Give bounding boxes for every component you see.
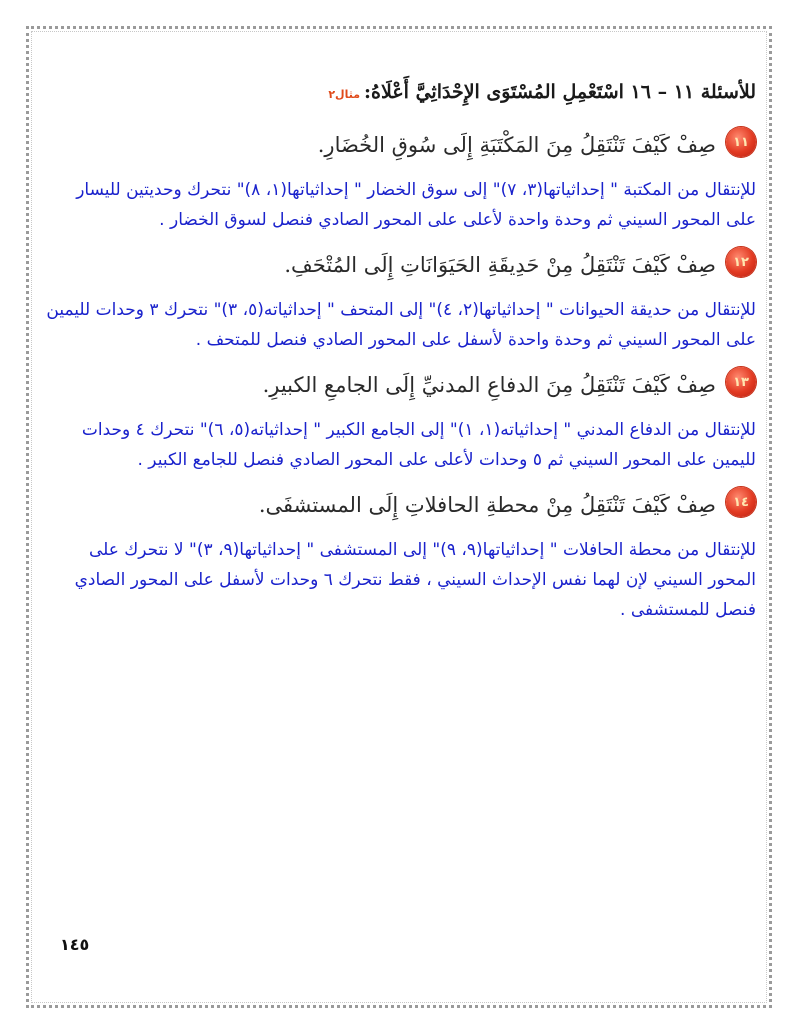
answer-14: للإنتقال من محطة الحافلات " إحداثياتها(٩، ٩)" إلى المستشفى " إحداثياتها(٩، ٣)" لا نتحرك على المحور السيني لإن لهما نفس الإحداث السيني ، فقط نتحرك ٦ وحدات لأسفل على المحور الصادي فنصل للمستشفى .: [74, 540, 756, 620]
answer-13: للإنتقال من الدفاع المدني " إحداثياته(١، ١)" إلى الجامع الكبير " إحداثياته(٥، ٦)" نتحرك ٤ وحدات لليمين على المحور السيني ثم ٥ وحدات لأعلى على المحور الصادي فنصل للجامع الكبير .: [81, 420, 756, 470]
example-tag: مثال٢: [328, 88, 361, 101]
question-number-badge: ١٣: [726, 367, 756, 397]
answer-12: للإنتقال من حديقة الحيوانات " إحداثياتها(٢، ٤)" إلى المتحف " إحداثياته(٥، ٣)" نتحرك ٣ وحدات لليمين على المحور السيني ثم وحدة واحدة لأسفل على المحور الصادي فنصل للمتحف .: [46, 300, 756, 350]
question-text: صِفْ كَيْفَ تَنْتَقِلُ مِنَ المَكْتَبَةِ إِلَى سُوقِ الخُضَارِ.: [317, 133, 716, 157]
worksheet: [44, 60, 756, 625]
question-text: صِفْ كَيْفَ تَنْتَقِلُ مِنْ محطةِ الحافلاتِ إِلَى المستشفَى.: [258, 493, 716, 517]
question-number-badge: ١٤: [726, 487, 756, 517]
question-11: [44, 125, 756, 165]
header-title: للأسئلة ١١ – ١٦ اسْتَعْمِلِ المُسْتَوَى الإِحْدَاثِيَّ أَعْلَاهُ:: [364, 81, 756, 103]
question-text: صِفْ كَيْفَ تَنْتَقِلُ مِنْ حَدِيقَةِ الحَيَوَانَاتِ إِلَى المُتْحَفِ.: [284, 253, 716, 277]
question-number-badge: ١١: [726, 127, 756, 157]
question-text: صِفْ كَيْفَ تَنْتَقِلُ مِنَ الدفاعِ المدنيِّ إِلَى الجامعِ الكبيرِ.: [262, 373, 716, 397]
answer-11: للإنتقال من المكتبة " إحداثياتها(٣، ٧)" إلى سوق الخضار " إحداثياتها(١، ٨)" نتحرك وحديتين لليسار على المحور السيني ثم وحدة واحدة لأعلى على المحور الصادي فنصل لسوق الخضار .: [76, 180, 756, 230]
page-number: ١٤٥: [60, 935, 90, 954]
question-12: [44, 245, 756, 285]
section-header: [44, 78, 756, 109]
question-14: [44, 485, 756, 525]
question-13: [44, 365, 756, 405]
question-number-badge: ١٢: [726, 247, 756, 277]
